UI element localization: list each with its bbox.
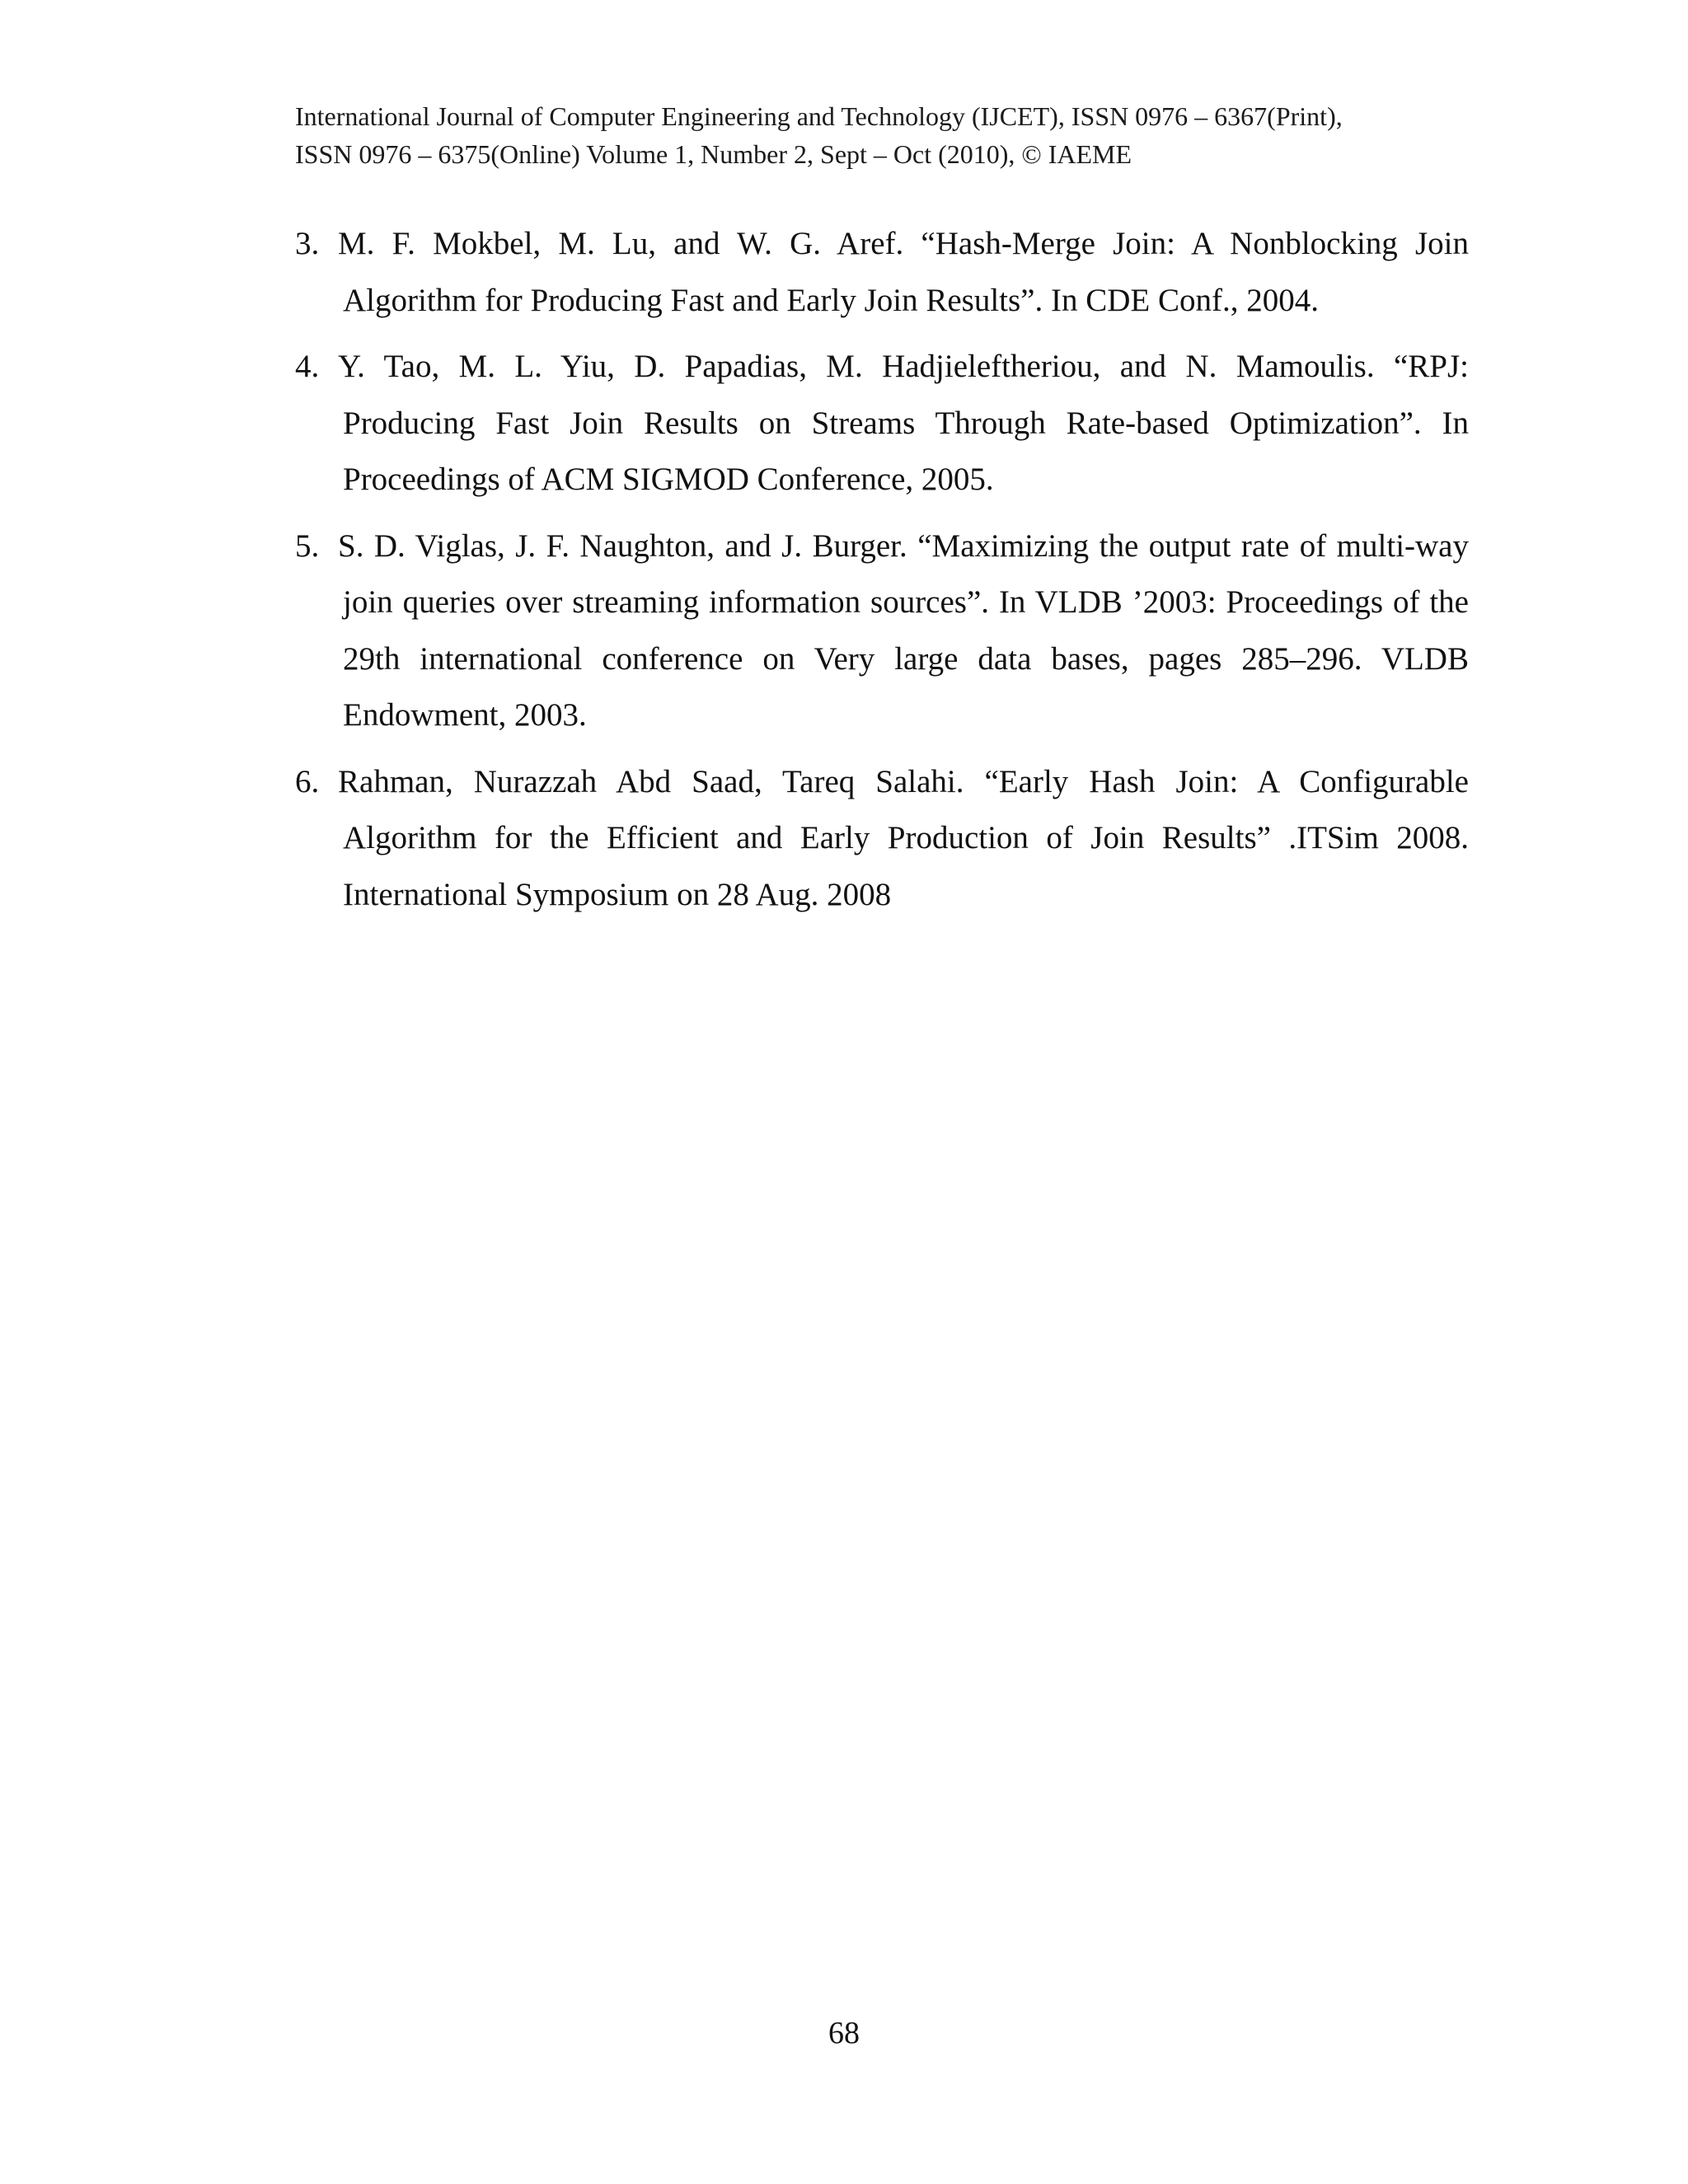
reference-number: 3. (295, 226, 320, 261)
reference-item (295, 216, 1469, 329)
reference-item (295, 339, 1469, 509)
running-header (295, 97, 1498, 173)
reference-text: Rahman, Nurazzah Abd Saad, Tareq Salahi. “Early Hash Join: A Configurable Algorithm for the Efficient and Early Production of Join Results” .ITSim 2008. International Symposium on 28 Aug. 2008 (338, 763, 1469, 912)
reference-list (295, 216, 1469, 933)
page-number: 68 (828, 2016, 860, 2050)
reference-text: Y. Tao, M. L. Yiu, D. Papadias, M. Hadjieleftheriou, and N. Mamoulis. “RPJ: Producing Fast Join Results on Streams Through Rate-based Optimization”. In Proceedings of ACM SIGMOD Conference, 2005. (338, 349, 1469, 497)
reference-number: 4. (295, 349, 320, 384)
journal-header-line-2: ISSN 0976 – 6375(Online) Volume 1, Number 2, Sept – Oct (2010), © IAEME (295, 139, 1132, 169)
reference-item (295, 518, 1469, 744)
reference-text: S. D. Viglas, J. F. Naughton, and J. Burger. “Maximizing the output rate of multi-way join queries over streaming information sources”. In VLDB ’2003: Proceedings of the 29th international conference on Very large data bases, pages 285–296. VLDB Endowment, 2003. (338, 527, 1469, 733)
journal-header-line-1: International Journal of Computer Engineering and Technology (IJCET), ISSN 0976 – 6367(Print), (295, 101, 1343, 131)
reference-item (295, 754, 1469, 924)
reference-number: 5. (295, 527, 320, 564)
reference-number: 6. (295, 763, 320, 799)
reference-text: M. F. Mokbel, M. Lu, and W. G. Aref. “Hash-Merge Join: A Nonblocking Join Algorithm for Producing Fast and Early Join Results”. In CDE Conf., 2004. (338, 226, 1469, 318)
